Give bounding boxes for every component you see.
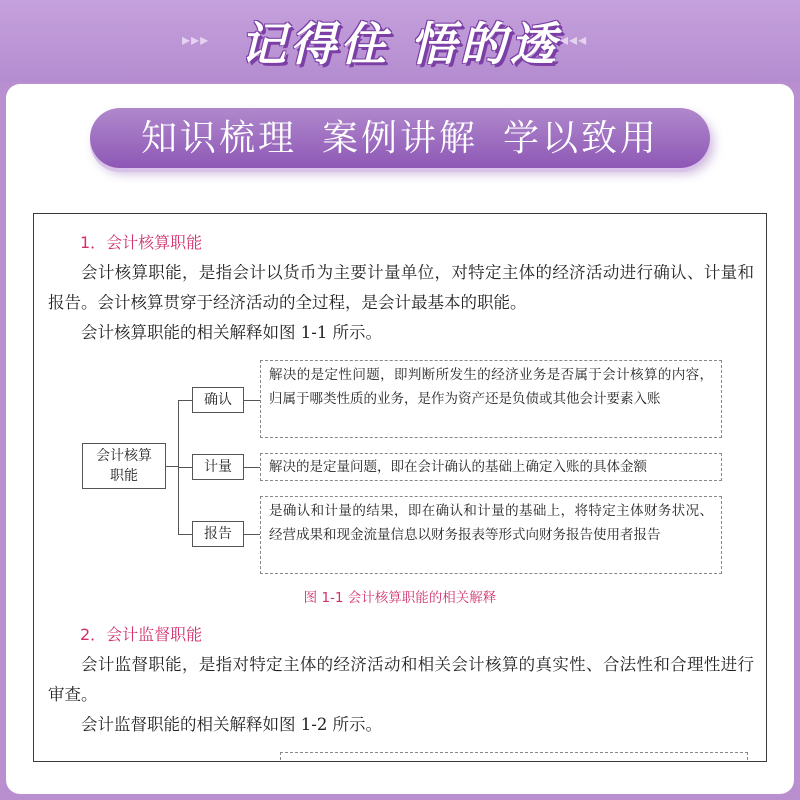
pill-title: 知识梳理 案例讲解 学以致用 [90, 108, 710, 168]
connector-branch-2 [178, 467, 192, 468]
connector-main [166, 466, 178, 467]
section1-paragraph2: 会计核算职能的相关解释如图 1-1 所示。 [81, 323, 383, 342]
slogan: 记得住 悟的透 [239, 17, 560, 71]
diagram-main-label-line2: 职能 [110, 468, 138, 484]
diagram-desc-measurement: 解决的是定量问题，即在会计确认的基础上确定入账的具体金额 [260, 453, 722, 481]
connector-branch-1 [178, 400, 192, 401]
diagram-box-recognition: 确认 [192, 387, 244, 413]
diagram-main-box [82, 443, 166, 489]
section2-paragraph1: 会计监督职能，是指对特定主体的经济活动和相关会计核算的真实性、合法性和合理性进行审查。 [48, 655, 754, 704]
connector-desc-1 [244, 400, 260, 401]
section2-heading: 2．会计监督职能 [80, 625, 203, 644]
diagram-desc-reporting: 是确认和计量的结果，即在确认和计量的基础上，将特定主体财务状况、经营成果和现金流量信息以财务报表等形式向财务报告使用者报告 [260, 496, 722, 574]
right-arrows-icon: ◂◂◂ [560, 30, 588, 49]
connector-branch-3 [178, 534, 192, 535]
figure-caption: 图 1-1 会计核算职能的相关解释 [303, 590, 497, 606]
section2-paragraph2: 会计监督职能的相关解释如图 1-2 所示。 [81, 715, 383, 734]
section1-paragraph1: 会计核算职能，是指会计以货币为主要计量单位，对特定主体的经济活动进行确认、计量和报告。会计核算贯穿于经济活动的全过程，是会计最基本的职能。 [48, 263, 754, 312]
diagram-desc-recognition: 解决的是定性问题，即判断所发生的经济业务是否属于会计核算的内容，归属于哪类性质的业务，是作为资产还是负债或其他会计要素入账 [260, 360, 722, 438]
connector-desc-3 [244, 534, 260, 535]
top-banner [0, 0, 800, 82]
diagram-main-label-line1: 会计核算 [96, 448, 152, 464]
connector-desc-2 [244, 467, 260, 468]
diagram-box-measurement: 计量 [192, 454, 244, 480]
section1-heading: 1．会计核算职能 [80, 233, 203, 252]
next-figure-box-edge [280, 752, 748, 762]
diagram-box-reporting: 报告 [192, 521, 244, 547]
left-arrows-icon: ▸▸▸ [182, 30, 210, 49]
document-page [33, 213, 767, 762]
